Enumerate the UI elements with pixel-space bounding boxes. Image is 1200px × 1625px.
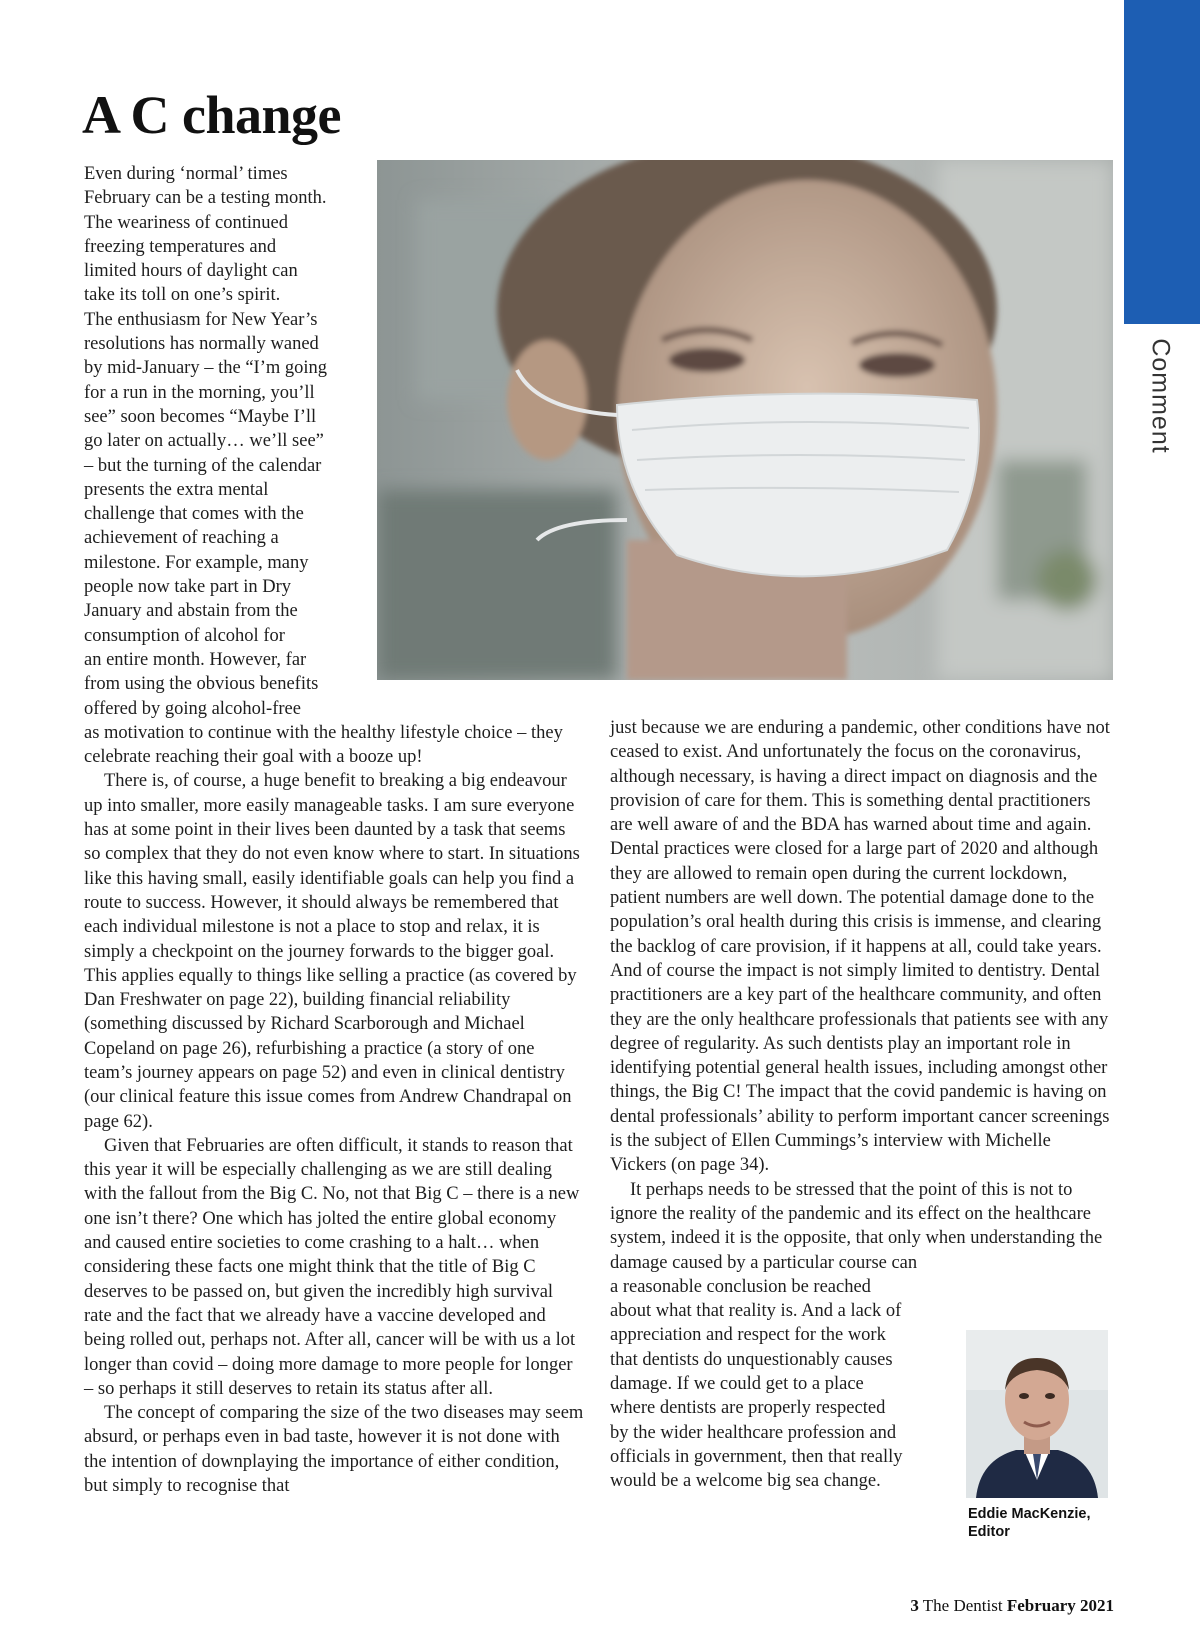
text-line: an entire month. However, far [84, 649, 307, 670]
text-line: officials in government, then that really [610, 1446, 903, 1467]
text-line: milestone. For example, many [84, 552, 309, 573]
editor-portrait [966, 1330, 1108, 1498]
text-line: resolutions has normally waned [84, 334, 319, 355]
editor-portrait-illustration [966, 1330, 1108, 1498]
section-color-tab [1124, 0, 1200, 324]
caption-role: Editor [968, 1524, 1010, 1540]
text-line: February can be a testing month. [84, 188, 327, 209]
issue-date: February 2021 [1006, 1596, 1114, 1615]
text-line: – but the turning of the calendar [84, 455, 322, 476]
text-line: limited hours of daylight can [84, 261, 298, 282]
page-number: 3 [910, 1596, 919, 1615]
text-line: by the wider healthcare profession and [610, 1422, 897, 1443]
paragraph: It perhaps needs to be stressed that the point of this is not to ignore the reality of the pandemic and its effect on the healthcare system, indeed it is the opposite, that only when understanding the damage caused by a particular course can [610, 1179, 1103, 1273]
text-line: take its toll on one’s spirit. [84, 285, 281, 306]
text-line: presents the extra mental [84, 479, 269, 500]
article-title: A C change [82, 85, 342, 145]
text-line: from using the obvious benefits [84, 674, 319, 695]
article-column-1 [84, 162, 584, 1498]
text-line: go later on actually… we’ll see” [84, 431, 324, 452]
text-line: consumption of alcohol for [84, 625, 285, 646]
text-line: damage. If we could get to a place [610, 1374, 864, 1395]
paragraph: as motivation to continue with the healthy lifestyle choice – they celebrate reaching their goal with a booze up! [84, 722, 563, 768]
paragraph: There is, of course, a huge benefit to breaking a big endeavour up into smaller, more easily manageable tasks. I am sure everyone has at some point in their lives been daunted by a task that seems so complex that they do not even know where to start. In situations like this having small, easily identifiable goals can help you find a route to success. However, it should always be remembered that each individual milestone is not a place to stop and relax, it is simply a checkpoint on the journey forwards to the bigger goal. This applies equally to things like selling a practice (as covered by Dan Freshwater on page 22), building financial reliability (something discussed by Richard Scarborough and Michael Copeland on page 26), refurbishing a practice (a story of one team’s journey appears on page 52) and even in clinical dentistry (our clinical feature this issue comes from Andrew Chandrapal on page 62). [84, 771, 580, 1132]
text-line: Even during ‘normal’ times [84, 164, 288, 184]
section-label [1120, 340, 1200, 460]
caption-name: Eddie MacKenzie, [968, 1506, 1091, 1522]
text-line: see” soon becomes “Maybe I’ll [84, 406, 317, 427]
text-line: people now take part in Dry [84, 577, 292, 598]
text-line: The enthusiasm for New Year’s [84, 309, 318, 330]
text-line: January and abstain from the [84, 601, 298, 622]
text-line: a reasonable conclusion be reached [610, 1276, 871, 1297]
text-line: offered by going alcohol-free [84, 698, 301, 719]
text-line: where dentists are properly respected [610, 1398, 886, 1419]
text-line: The weariness of continued [84, 212, 288, 233]
text-line: about what that reality is. And a lack of [610, 1301, 902, 1322]
paragraph: The concept of comparing the size of the two diseases may seem absurd, or perhaps even in bad taste, however it is not done with the intention of downplaying the importance of either condition, but simply to recognise that [84, 1403, 584, 1497]
text-line: challenge that comes with the [84, 504, 304, 525]
text-line: would be a welcome big sea change. [610, 1471, 881, 1492]
text-line: that dentists do unquestionably causes [610, 1349, 893, 1370]
column-1-narrow-lines [84, 162, 364, 721]
page-folio [910, 1596, 1114, 1616]
section-label-text: Comment [1146, 338, 1175, 454]
text-line: for a run in the morning, you’ll [84, 382, 315, 403]
text-line: by mid-January – the “I’m going [84, 358, 328, 379]
text-line: achievement of reaching a [84, 528, 279, 549]
paragraph: just because we are enduring a pandemic, other conditions have not ceased to exist. And unfortunately the focus on the coronavirus, although necessary, is having a direct impact on diagnosis and the provision of care for them. This is something dental practitioners are well aware of and the BDA has warned about time and again. Dental practices were closed for a large part of 2020 and although they are allowed to remain open during the current lockdown, patient numbers are well down. The potential damage done to the population’s oral health during this crisis is immense, and clearing the backlog of care provision, if it happens at all, could take years. And of course the impact is not simply limited to dentistry. Dental practitioners are a key part of the healthcare community, and often they are the only healthcare professionals that patients see with any degree of regularity. As such dentists play an important role in identifying potential general health issues, including amongst other things, the Big C! The impact that the covid pandemic is having on dental professionals’ ability to perform important cancer screenings is the subject of Ellen Cummings’s interview with Michelle Vickers (on page 34). [610, 718, 1110, 1176]
portrait-caption [968, 1505, 1090, 1541]
text-line: freezing temperatures and [84, 236, 277, 257]
magazine-name: The Dentist [922, 1596, 1003, 1615]
text-line: appreciation and respect for the work [610, 1325, 886, 1346]
paragraph: Given that Februaries are often difficult, it stands to reason that this year it will be especially challenging as we are still dealing with the fallout from the Big C. No, not that Big C – there is a new one isn’t there? One which has jolted the entire global economy and caused entire societies to come crashing to a halt… when considering these facts one might think that the title of Big C deserves to be passed on, but given the incredibly high survival rate and the fact that we already have a vaccine developed and being rolled out, perhaps not. After all, cancer will be with us a lot longer than covid – doing more damage to more people for longer – so perhaps it still deserves to retain its status after all. [84, 1135, 580, 1399]
